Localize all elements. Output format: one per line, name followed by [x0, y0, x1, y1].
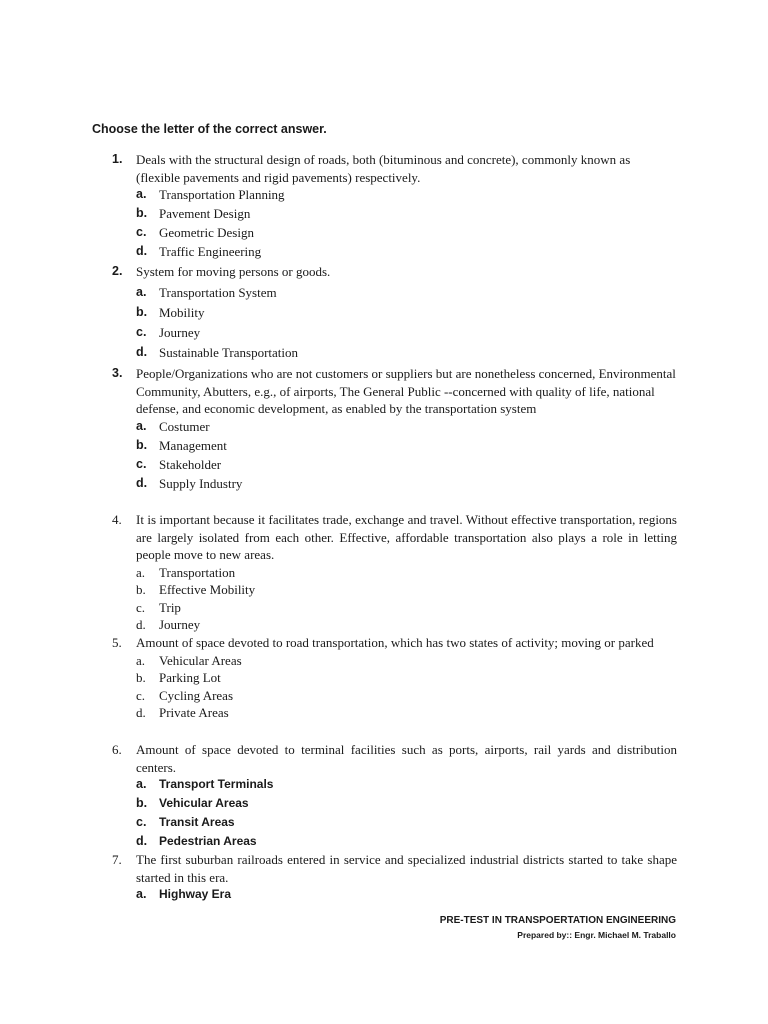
- option-letter: b.: [136, 437, 148, 452]
- option-c: [136, 687, 677, 705]
- option-d: [136, 833, 677, 852]
- option-text: Mobility: [159, 304, 205, 320]
- option-d: [136, 243, 677, 262]
- question-number: 1.: [112, 152, 123, 166]
- option-c: [136, 456, 677, 475]
- question-3: [112, 365, 677, 494]
- question-stem: System for moving persons or goods.: [136, 264, 331, 279]
- option-letter: d.: [136, 617, 146, 632]
- footer-prepared-by: Prepared by:: Engr. Michael M. Traballo: [517, 930, 676, 940]
- question-1: [112, 151, 677, 262]
- question-stem: It is important because it facilitates trade, exchange and travel. Without effective transportation, regions are largely isolated from each other. Effective, affordable transportation also plays a role in letting people move to new areas.: [136, 512, 677, 562]
- option-a: [136, 284, 677, 304]
- option-d: [136, 616, 677, 634]
- option-letter: a.: [136, 418, 147, 433]
- option-letter: c.: [136, 324, 147, 339]
- option-text: Costumer: [159, 418, 210, 434]
- option-text: Transportation: [159, 564, 236, 580]
- option-a: [136, 564, 677, 582]
- question-stem: Amount of space devoted to road transportation, which has two states of activity; moving or parked: [136, 635, 654, 650]
- option-a: [136, 886, 677, 905]
- option-text: Trip: [159, 599, 181, 615]
- option-text: Effective Mobility: [159, 582, 256, 597]
- option-letter: c.: [136, 225, 147, 239]
- option-letter: a.: [136, 187, 147, 201]
- instruction-heading: Choose the letter of the correct answer.: [92, 122, 327, 136]
- option-text: Cycling Areas: [159, 687, 234, 703]
- option-text: Pavement Design: [159, 206, 251, 221]
- option-b: [136, 437, 677, 456]
- option-text: Supply Industry: [159, 475, 243, 491]
- option-letter: a.: [136, 284, 147, 299]
- question-stem: Amount of space devoted to terminal facilities such as ports, airports, rail yards and distribution centers.: [136, 742, 677, 775]
- option-d: [136, 344, 677, 364]
- footer-title: PRE-TEST IN TRANSPOERTATION ENGINEERING: [439, 915, 676, 926]
- option-b: [136, 581, 677, 599]
- option-d: [136, 704, 677, 722]
- page-footer: [440, 914, 676, 942]
- option-letter: b.: [136, 670, 146, 685]
- option-c: [136, 224, 677, 243]
- option-text: Geometric Design: [159, 225, 254, 240]
- option-text: Vehicular Areas: [159, 652, 242, 668]
- option-text: Vehicular Areas: [159, 796, 249, 810]
- option-text: Highway Era: [159, 887, 232, 901]
- option-text: Parking Lot: [159, 670, 221, 685]
- option-letter: c.: [136, 599, 146, 615]
- option-letter: b.: [136, 582, 146, 597]
- option-letter: a.: [136, 777, 147, 791]
- question-7: [112, 851, 677, 905]
- option-text: Journey: [159, 324, 201, 340]
- question-4: [112, 511, 677, 634]
- option-text: Sustainable Transportation: [159, 344, 299, 360]
- option-letter: a.: [136, 887, 147, 901]
- option-text: Transportation System: [159, 284, 277, 300]
- option-d: [136, 475, 677, 494]
- option-letter: b.: [136, 206, 148, 220]
- question-number: 4.: [112, 512, 122, 527]
- option-letter: d.: [136, 705, 146, 720]
- option-b: [136, 205, 677, 224]
- question-stem: Deals with the structural design of roads, both (bituminous and concrete), commonly known as (flexible pavements and rigid pavements) respectively.: [136, 152, 631, 185]
- option-b: [136, 795, 677, 814]
- question-number: 2.: [112, 264, 123, 278]
- option-letter: a.: [136, 652, 146, 668]
- option-letter: a.: [136, 564, 146, 580]
- option-letter: b.: [136, 304, 148, 319]
- question-number: 6.: [112, 742, 122, 757]
- option-a: [136, 776, 677, 795]
- option-c: [136, 324, 677, 344]
- option-text: Pedestrian Areas: [159, 834, 257, 848]
- question-stem: People/Organizations who are not customers or suppliers but are nonetheless concerned, Environmental Community, Abutters, e.g., of airports, The General Public --concerned with quality of life, national defense, and economic development, as enabled by the transportation system: [136, 366, 676, 416]
- option-text: Transportation Planning: [159, 187, 285, 202]
- option-a: [136, 652, 677, 670]
- option-b: [136, 669, 677, 687]
- question-6: [112, 741, 677, 852]
- question-number: 3.: [112, 366, 123, 380]
- option-c: [136, 814, 677, 833]
- option-text: Transport Terminals: [159, 777, 274, 791]
- option-letter: c.: [136, 815, 147, 829]
- question-5: [112, 634, 677, 722]
- option-letter: d.: [136, 244, 148, 258]
- option-letter: d.: [136, 834, 148, 848]
- option-text: Traffic Engineering: [159, 244, 262, 259]
- option-text: Transit Areas: [159, 815, 235, 829]
- option-a: [136, 418, 677, 437]
- question-2: [112, 263, 677, 364]
- option-b: [136, 304, 677, 324]
- option-letter: b.: [136, 796, 148, 810]
- question-number: 7.: [112, 852, 122, 867]
- option-letter: d.: [136, 475, 148, 490]
- option-text: Private Areas: [159, 705, 229, 720]
- option-letter: d.: [136, 344, 148, 359]
- option-text: Stakeholder: [159, 456, 222, 472]
- question-number: 5.: [112, 635, 122, 650]
- option-text: Journey: [159, 617, 201, 632]
- option-c: [136, 599, 677, 617]
- option-letter: c.: [136, 687, 146, 703]
- option-text: Management: [159, 437, 227, 453]
- question-stem: The first suburban railroads entered in service and specialized industrial districts started to take shape started in this era.: [136, 852, 677, 885]
- option-a: [136, 186, 677, 205]
- option-letter: c.: [136, 456, 147, 471]
